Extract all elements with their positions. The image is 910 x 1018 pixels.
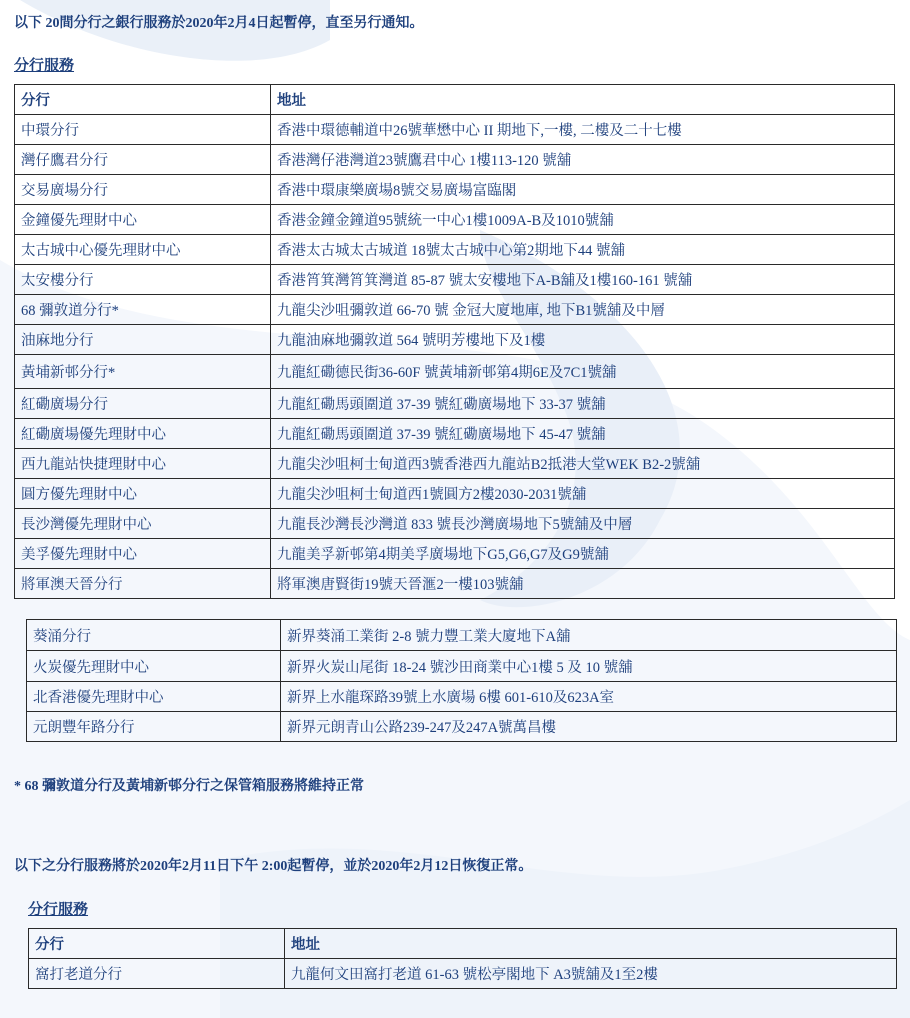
table-row [15,265,895,295]
branch-address-cell: 九龍尖沙咀柯士甸道西3號香港西九龍站B2抵港大堂WEK B2-2號舖 [271,449,895,479]
branch-name-cell: 長沙灣優先理財中心 [15,509,271,539]
table-row [15,205,895,235]
header-branch: 分行 [29,929,285,959]
table-row [27,620,897,651]
branch-name-cell: 西九龍站快捷理財中心 [15,449,271,479]
branch-name-cell: 火炭優先理財中心 [27,651,281,682]
branch-address-cell: 香港金鐘金鐘道95號統一中心1樓1009A-B及1010號舖 [271,205,895,235]
branch-address-cell: 香港中環康樂廣場8號交易廣場富臨閣 [271,175,895,205]
table-row [15,389,895,419]
branch-address-cell: 九龍紅磡馬頭圍道 37-39 號紅磡廣場地下 33-37 號舖 [271,389,895,419]
branch-name-cell: 黃埔新邨分行* [15,355,271,389]
table-row [15,419,895,449]
branch-name-cell: 葵涌分行 [27,620,281,651]
branch-name-cell: 將軍澳天晉分行 [15,569,271,599]
branch-name-cell: 美孚優先理財中心 [15,539,271,569]
table-row [29,959,897,989]
table-row [15,569,895,599]
header-address: 地址 [271,85,895,115]
notice-2: 以下之分行服務將於2020年2月11日下午 2:00起暫停，並於2020年2月12日恢復正常。 [14,859,533,874]
branch-address-cell: 香港太古城太古城道 18號太古城中心第2期地下44 號舖 [271,235,895,265]
branch-address-cell: 九龍紅磡馬頭圍道 37-39 號紅磡廣場地下 45-47 號舖 [271,419,895,449]
table-row [15,509,895,539]
table-row [27,651,897,682]
branch-table-1 [14,84,895,599]
branch-name-cell: 圓方優先理財中心 [15,479,271,509]
branch-address-cell: 香港筲箕灣筲箕灣道 85-87 號太安樓地下A-B舖及1樓160-161 號舖 [271,265,895,295]
table-row [15,449,895,479]
table-row [15,325,895,355]
branch-address-cell: 將軍澳唐賢街19號天晉滙2一樓103號舖 [271,569,895,599]
branch-address-cell: 新界葵涌工業街 2-8 號力豐工業大廈地下A舖 [281,620,897,651]
header-branch: 分行 [15,85,271,115]
footnote: * 68 彌敦道分行及黃埔新邨分行之保管箱服務將維持正常 [14,779,364,794]
header-address: 地址 [285,929,897,959]
branch-table-2 [26,619,897,742]
table-row [27,712,897,742]
table-row [15,479,895,509]
table-header-row [29,929,897,959]
branch-name-cell: 太古城中心優先理財中心 [15,235,271,265]
branch-name-cell: 68 彌敦道分行* [15,295,271,325]
branch-address-cell: 新界上水龍琛路39號上水廣場 6樓 601-610及623A室 [281,682,897,712]
branch-table-3 [28,928,897,989]
table-row [15,295,895,325]
table-row [15,235,895,265]
table-row [15,145,895,175]
table-header-row [15,85,895,115]
branch-name-cell: 紅磡廣場優先理財中心 [15,419,271,449]
branch-address-cell: 九龍紅磡德民街36-60F 號黃埔新邨第4期6E及7C1號舖 [271,355,895,389]
branch-name-cell: 交易廣場分行 [15,175,271,205]
table-row [15,539,895,569]
table-row [27,682,897,712]
table-row [15,355,895,389]
branch-address-cell: 香港中環德輔道中26號華懋中心 II 期地下,一樓, 二樓及二十七樓 [271,115,895,145]
section-2-label: 分行服務 [28,902,89,918]
branch-name-cell: 中環分行 [15,115,271,145]
branch-address-cell: 九龍長沙灣長沙灣道 833 號長沙灣廣場地下5號舖及中層 [271,509,895,539]
branch-name-cell: 窩打老道分行 [29,959,285,989]
branch-address-cell: 香港灣仔港灣道23號鷹君中心 1樓113-120 號舖 [271,145,895,175]
branch-address-cell: 新界元朗青山公路239-247及247A號萬昌樓 [281,712,897,742]
branch-name-cell: 油麻地分行 [15,325,271,355]
table-row [15,115,895,145]
branch-address-cell: 九龍尖沙咀柯士甸道西1號圓方2樓2030-2031號舖 [271,479,895,509]
branch-address-cell: 九龍尖沙咀彌敦道 66-70 號 金冠大廈地庫, 地下B1號舖及中層 [271,295,895,325]
branch-name-cell: 北香港優先理財中心 [27,682,281,712]
branch-name-cell: 元朗豐年路分行 [27,712,281,742]
branch-name-cell: 灣仔鷹君分行 [15,145,271,175]
branch-address-cell: 新界火炭山尾街 18-24 號沙田商業中心1樓 5 及 10 號舖 [281,651,897,682]
branch-name-cell: 金鐘優先理財中心 [15,205,271,235]
branch-name-cell: 紅磡廣場分行 [15,389,271,419]
branch-address-cell: 九龍何文田窩打老道 61-63 號松亭閣地下 A3號舖及1至2樓 [285,959,897,989]
branch-address-cell: 九龍美孚新邨第4期美孚廣場地下G5,G6,G7及G9號舖 [271,539,895,569]
branch-address-cell: 九龍油麻地彌敦道 564 號明芳樓地下及1樓 [271,325,895,355]
notice-1: 以下 20間分行之銀行服務於2020年2月4日起暫停，直至另行通知。 [14,16,424,31]
section-1-label: 分行服務 [14,58,75,74]
branch-name-cell: 太安樓分行 [15,265,271,295]
table-row [15,175,895,205]
